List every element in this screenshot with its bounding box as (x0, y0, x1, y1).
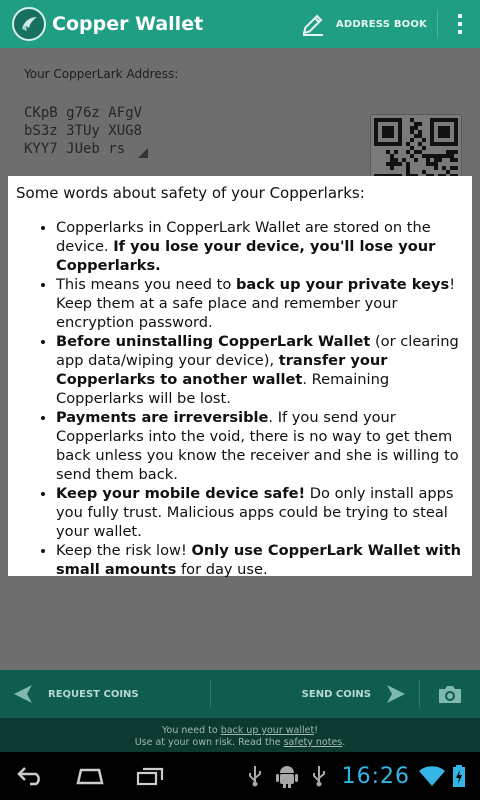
address-line: CKpB g76z AFgV (24, 105, 143, 121)
safety-list (8, 218, 472, 579)
camera-icon (438, 684, 462, 704)
usb-icon (304, 752, 334, 800)
app-title: Copper Wallet (52, 13, 204, 35)
request-coins-button[interactable] (0, 670, 210, 718)
action-bar (0, 0, 480, 48)
address-label: Your CopperLark Address: (24, 67, 179, 81)
system-nav-bar (0, 752, 480, 800)
list-item: • Before uninstalling CopperLark Wallet (or clearing app data/wiping your device), transfer your Copperlarks to another wallet. Remaining Copperlarks will be lost. (56, 332, 464, 408)
android-debug-icon (270, 752, 304, 800)
wallet-address[interactable] (24, 104, 142, 158)
safety-dialog (8, 176, 472, 576)
list-item: • Keep your mobile device safe! Do only install apps you fully trust. Malicious apps could be trying to steal your wallet. (56, 484, 464, 541)
send-coins-button[interactable] (211, 670, 419, 718)
scan-camera-button[interactable] (420, 670, 480, 718)
back-icon[interactable] (0, 752, 60, 800)
context-corner-icon (138, 148, 148, 158)
home-icon[interactable] (60, 752, 120, 800)
recent-apps-icon[interactable] (120, 752, 180, 800)
address-book-button[interactable]: ADDRESS BOOK (335, 18, 427, 30)
status-clock: 16:26 (341, 763, 410, 789)
backup-wallet-link[interactable]: back up your wallet (220, 725, 315, 736)
battery-icon (448, 752, 470, 800)
list-item: • This means you need to back up your private keys! Keep them at a safe place and remember your encryption password. (56, 275, 464, 332)
usb-icon (240, 752, 270, 800)
address-line: bS3z 3TUy XUG8 (24, 123, 143, 139)
wifi-icon (416, 752, 448, 800)
request-coins-label: REQUEST COINS (48, 688, 139, 700)
copperlark-logo-icon[interactable] (12, 7, 46, 41)
list-item: • Payments are irreversible. If you send your Copperlarks into the void, there is no way to get them back unless you know the receiver and she is willing to send them back. (56, 408, 464, 484)
send-coins-label: SEND COINS (301, 688, 371, 700)
arrow-left-icon (12, 683, 34, 705)
bottom-action-bar (0, 670, 480, 718)
arrow-right-icon (385, 683, 407, 705)
dialog-title: Some words about safety of your Copperlarks: (16, 184, 365, 202)
safety-notes-link[interactable]: safety notes (283, 737, 343, 748)
address-line: KYY7 JUeb rs (24, 141, 126, 157)
list-item: • Keep the risk low! Only use CopperLark Wallet with small amounts for day use. (56, 541, 464, 579)
overflow-menu-icon[interactable] (446, 0, 474, 48)
pencil-icon[interactable] (298, 9, 328, 39)
action-bar-divider (437, 10, 438, 38)
footer-disclaimer: You need to back up your wallet! Use at your own risk. Read the safety notes. (0, 718, 480, 752)
list-item: • Copperlarks in CopperLark Wallet are stored on the device. If you lose your device, you'll lose your Copperlarks. (56, 218, 464, 275)
